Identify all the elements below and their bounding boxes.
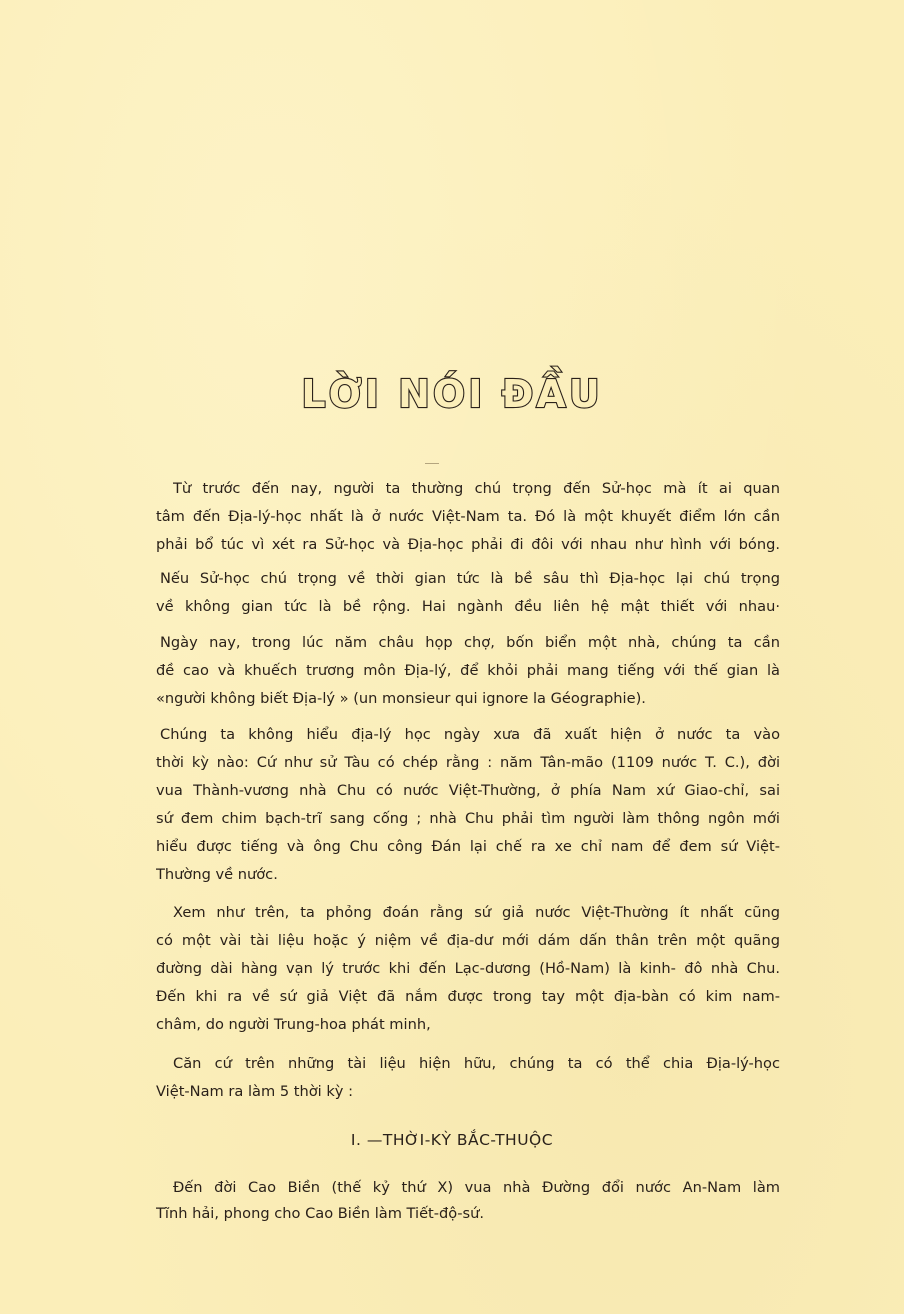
- paragraph-4-line-2: thời kỳ nào: Cứ như sử Tàu có chép rằng : năm Tân-mão (1109 nước T. C.), đời: [156, 754, 780, 771]
- paragraph-3-line-1: Ngày nay, trong lúc năm châu họp chợ, bốn biển một nhà, chúng ta cần: [160, 634, 780, 651]
- section-line-1: Đến đời Cao Biền (thế kỷ thứ X) vua nhà Đường đổi nước An-Nam làm: [173, 1179, 780, 1196]
- section-heading: I. —THỜI-KỲ BẮC-THUỘC: [350, 1131, 554, 1149]
- paragraph-6-line-1: Căn cứ trên những tài liệu hiện hữu, chúng ta có thể chia Địa-lý-học: [173, 1055, 780, 1072]
- paragraph-5-line-4: Đến khi ra về sứ giả Việt đã nắm được trong tay một địa-bàn có kim nam-: [156, 988, 780, 1005]
- paragraph-2-line-1: Nếu Sử-học chú trọng về thời gian tức là bề sâu thì Địa-học lại chú trọng: [160, 570, 780, 587]
- paragraph-5-line-5: châm, do người Trung-hoa phát minh,: [156, 1016, 431, 1033]
- paragraph-1-line-1: Từ trước đến nay, người ta thường chú trọng đến Sử-học mà ít ai quan: [173, 480, 780, 497]
- paragraph-2-line-2: về không gian tức là bề rộng. Hai ngành đều liên hệ mật thiết với nhau·: [156, 598, 780, 615]
- page-title: LỜI NÓI ĐẦU: [301, 372, 603, 416]
- section-line-2: Tĩnh hải, phong cho Cao Biền làm Tiết-độ-sứ.: [156, 1205, 484, 1222]
- paragraph-3-line-2: đề cao và khuếch trương môn Địa-lý, để khỏi phải mang tiếng với thế gian là: [156, 662, 780, 679]
- paragraph-4-line-3: vua Thành-vương nhà Chu có nước Việt-Thường, ở phía Nam xứ Giao-chỉ, sai: [156, 782, 780, 799]
- paragraph-6-line-2: Việt-Nam ra làm 5 thời kỳ :: [156, 1083, 353, 1100]
- paragraph-5-line-1: Xem như trên, ta phỏng đoán rằng sứ giả nước Việt-Thường ít nhất cũng: [173, 904, 780, 921]
- paragraph-3-line-3: «người không biết Địa-lý » (un monsieur qui ignore la Géographie).: [156, 690, 646, 707]
- paragraph-5-line-3: đường dài hàng vạn lý trước khi đến Lạc-dương (Hồ-Nam) là kinh- đô nhà Chu.: [156, 960, 780, 977]
- paragraph-4-line-1: Chúng ta không hiểu địa-lý học ngày xưa đã xuất hiện ở nước ta vào: [160, 726, 780, 743]
- paragraph-4-line-6: Thường về nước.: [156, 866, 278, 883]
- paragraph-5-line-2: có một vài tài liệu hoặc ý niệm về địa-dư mới dám dấn thân trên một quãng: [156, 932, 780, 949]
- paragraph-4-line-4: sứ đem chim bạch-trĩ sang cống ; nhà Chu phải tìm người làm thông ngôn mới: [156, 810, 780, 827]
- paragraph-1-line-3: phải bổ túc vì xét ra Sử-học và Địa-học phải đi đôi với nhau như hình với bóng.: [156, 536, 780, 553]
- paragraph-4-line-5: hiểu được tiếng và ông Chu công Đán lại chế ra xe chỉ nam để đem sứ Việt-: [156, 838, 780, 855]
- paragraph-1-line-2: tâm đến Địa-lý-học nhất là ở nước Việt-Nam ta. Đó là một khuyết điểm lớn cần: [156, 508, 780, 525]
